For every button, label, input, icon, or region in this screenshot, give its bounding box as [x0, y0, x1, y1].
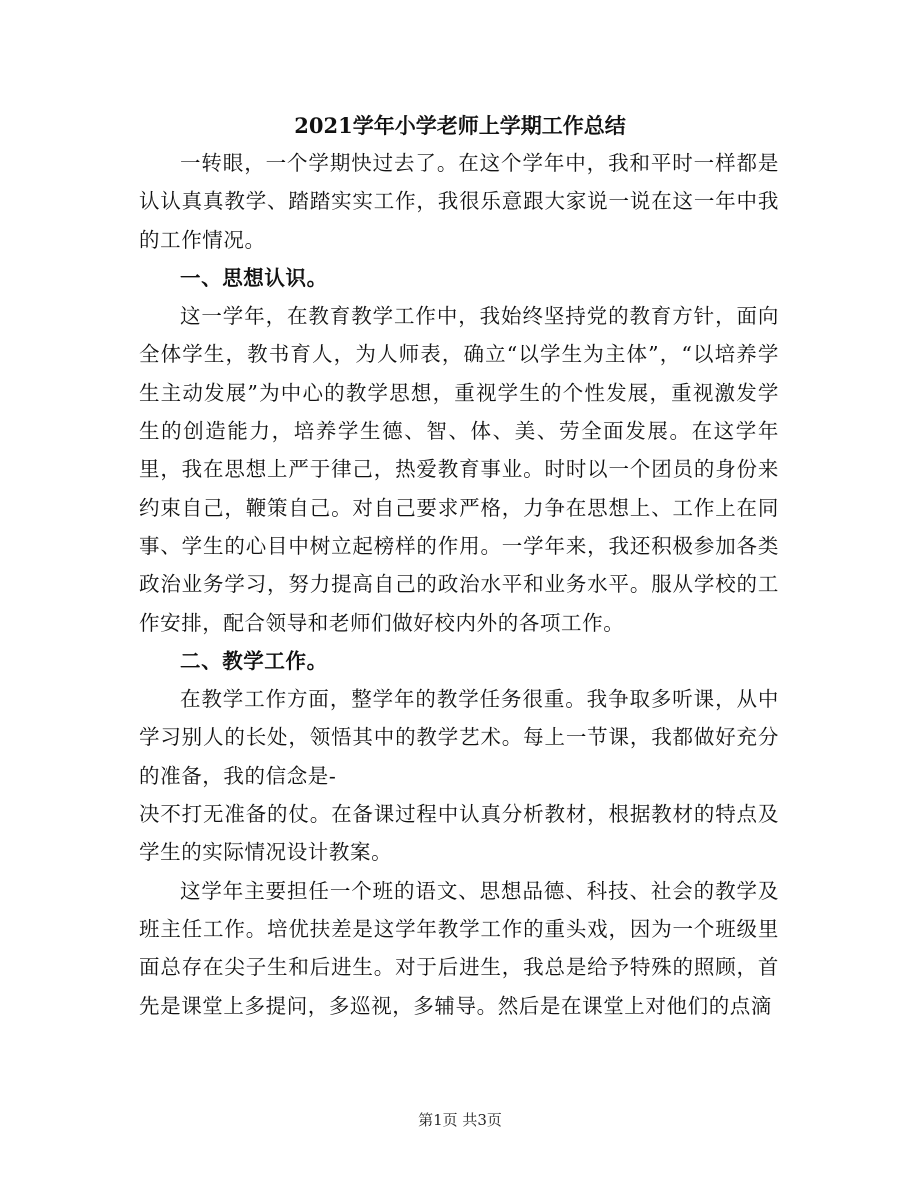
document-body — [139, 144, 779, 1025]
paragraph-teaching-1: 在教学工作方面，整学年的教学任务很重。我争取多听课，从中学习别人的长处，领悟其中的教学艺术。每上一节课，我都做好充分的准备，我的信念是- — [139, 687, 779, 788]
paragraph-intro: 一转眼，一个学期快过去了。在这个学年中，我和平时一样都是认认真真教学、踏踏实实工作，我很乐意跟大家说一说在这一年中我的工作情况。 — [139, 151, 779, 252]
paragraph-teaching-3: 这学年主要担任一个班的语文、思想品德、科技、社会的教学及班主任工作。培优扶差是这学年教学工作的重头戏，因为一个班级里面总存在尖子生和后进生。对于后进生，我总是给予特殊的照顾，首先是课堂上多提问，多巡视，多辅导。然后是在课堂上对他们的点滴 — [139, 878, 779, 1018]
section-heading-teaching: 二、教学工作。 — [180, 648, 328, 673]
paragraph-teaching-2: 决不打无准备的仗。在备课过程中认真分析教材，根据教材的特点及学生的实际情况设计教案。 — [139, 802, 779, 865]
page-footer: 第1页 共3页 — [418, 1111, 502, 1129]
document-title: 2021学年小学老师上学期工作总结 — [294, 113, 626, 138]
paragraph-thoughts: 这一学年，在教育教学工作中，我始终坚持党的教育方针，面向全体学生，教书育人，为人师表，确立“以学生为主体”，“以培养学生主动发展”为中心的教学思想，重视学生的个性发展，重视激发学生的创造能力，培养学生德、智、体、美、劳全面发展。在这学年里，我在思想上严于律己，热爱教育事业。时时以一个团员的身份来约束自己，鞭策自己。对自己要求严格，力争在思想上、工作上在同事、学生的心目中树立起榜样的作用。一学年来，我还积极参加各类政治业务学习，努力提高自己的政治水平和业务水平。服从学校的工作安排，配合领导和老师们做好校内外的各项工作。 — [139, 304, 779, 635]
section-heading-thoughts: 一、思想认识。 — [180, 265, 328, 290]
